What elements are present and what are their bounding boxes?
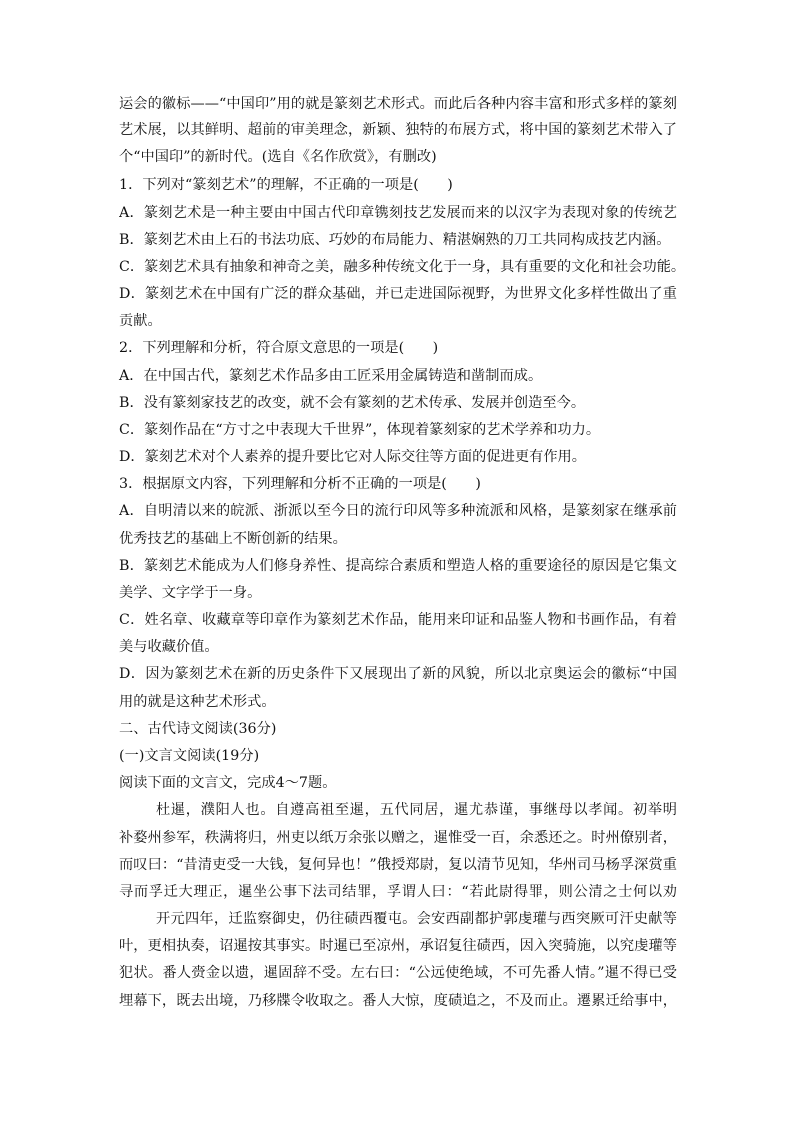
question-3-stem: 3．根据原文内容，下列理解和分析不正确的一项是( ) [119, 476, 481, 492]
question-1-option-a: A．篆刻艺术是一种主要由中国古代印章镌刻技艺发展而来的以汉字为表现对象的传统艺 [119, 205, 677, 221]
passage-line: 个“中国印”的新时代。(选自《名作欣赏》，有删改) [119, 149, 437, 165]
question-3-option-d: D．因为篆刻艺术在新的历史条件下又展现出了新的风貌，所以北京奥运会的徽标“中国 [119, 666, 677, 682]
classical-text-line: 犯状。番人赍金以遗，暹固辞不受。左右曰：“公远使绝域，不可先番人情。”暹不得已受 [119, 965, 677, 981]
question-1-option-b: B．篆刻艺术由上石的书法功底、巧妙的布局能力、精湛娴熟的刀工共同构成技艺内涵。 [119, 232, 671, 248]
question-1-option-d: D．篆刻艺术在中国有广泛的群众基础，并已走进国际视野，为世界文化多样性做出了重 [119, 286, 677, 302]
question-2-option-d: D．篆刻艺术对个人素养的提升要比它对人际交往等方面的促进更有作用。 [119, 449, 587, 465]
question-3-option-d-cont: 用的就是这种艺术形式。 [119, 694, 276, 710]
passage-line: 运会的徽标——“中国印”用的就是篆刻艺术形式。而此后各种内容丰富和形式多样的篆刻 [119, 96, 677, 112]
question-2-option-a: A．在中国古代，篆刻艺术作品多由工匠采用金属铸造和凿制而成。 [119, 368, 543, 384]
question-3-option-a-cont: 优秀技艺的基础上不断创新的结果。 [119, 531, 347, 547]
question-1-option-c: C．篆刻艺术具有抽象和神奇之美，融多种传统文化于一身，具有重要的文化和社会功能。 [119, 259, 686, 275]
question-2-option-b: B．没有篆刻家技艺的改变，就不会有篆刻的艺术传承、发展并创造至今。 [119, 395, 586, 411]
classical-text-line: 寻而孚迁大理正，暹坐公事下法司结罪，孚谓人曰：“若此尉得罪，则公清之士何以劝 [119, 884, 677, 900]
reading-instruction: 阅读下面的文言文，完成4～7题。 [119, 775, 337, 791]
passage-line: 艺术展，以其鲜明、超前的审美理念，新颖、独特的布展方式，将中国的篆刻艺术带入了 [119, 122, 677, 138]
classical-text-line: 补婺州参军，秩满将归，州吏以纸万余张以赠之，暹惟受一百，余悉还之。时州僚别者， [119, 830, 677, 846]
subsection-heading: (一)文言文阅读(19分) [119, 748, 260, 764]
question-3-option-c: C．姓名章、收藏章等印章作为篆刻艺术作品，能用来印证和品鉴人物和书画作品，有着 [119, 612, 677, 628]
classical-text-line: 叶，更相执奏，诏暹按其事实。时暹已至凉州，承诏复往碛西，因入突骑施，以究虔瓘等 [119, 938, 677, 954]
question-3-option-b: B．篆刻艺术能成为人们修身养性、提高综合素质和塑造人格的重要途径的原因是它集文 [119, 558, 677, 574]
question-1-option-d-cont: 贡献。 [119, 313, 162, 329]
question-3-option-c-cont: 美与收藏价值。 [119, 639, 219, 655]
classical-text-line: 埋幕下，既去出境，乃移牒令收取之。番人大惊，度碛追之，不及而止。遷累迁给事中， [119, 993, 677, 1009]
question-2-option-c: C．篆刻作品在“方寸之中表现大千世界”，体现着篆刻家的艺术学养和功力。 [119, 422, 601, 438]
question-1-stem: 1．下列对“篆刻艺术”的理解，不正确的一项是( ) [119, 177, 453, 193]
classical-text-line: 开元四年，迁监察御史，仍往碛西覆屯。会安西副都护郭虔瓘与西突厥可汗史献等 [156, 911, 677, 927]
question-2-stem: 2．下列理解和分析，符合原文意思的一项是( ) [119, 340, 439, 356]
classical-text-line: 而叹曰：“昔清吏受一大钱，复何异也！”俄授郑尉，复以清节见知，华州司马杨孚深赏重 [119, 857, 677, 873]
classical-text-line: 杜暹，濮阳人也。自遵高祖至暹，五代同居，暹尤恭谨，事继母以孝闻。初举明 [156, 802, 677, 818]
question-3-option-b-cont: 美学、文字学于一身。 [119, 585, 262, 601]
section-heading: 二、古代诗文阅读(36分) [119, 721, 277, 737]
question-3-option-a: A．自明清以来的皖派、浙派以至今日的流行印风等多种流派和风格，是篆刻家在继承前 [119, 503, 677, 519]
